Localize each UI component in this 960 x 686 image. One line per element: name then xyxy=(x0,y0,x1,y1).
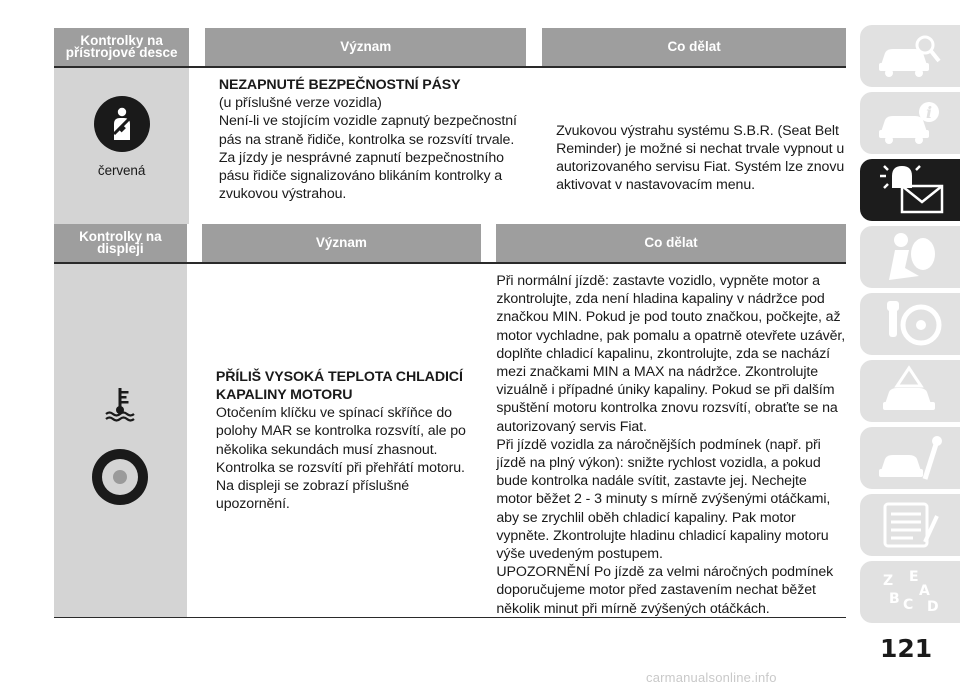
car-info-icon xyxy=(875,98,945,148)
wrench-car-icon xyxy=(875,431,945,485)
table-row xyxy=(54,264,846,618)
header-col-action: Co dělat xyxy=(667,39,721,54)
sidebar-tab-car-info[interactable] xyxy=(860,92,960,154)
warning-title: NEZAPNUTÉ BEZPEČNOSTNÍ PÁSY xyxy=(218,77,461,93)
action-text: Zvukovou výstrahu systému S.B.R. (Seat Belt Reminder) je možné si nechat trvale vypnout u autorizovaného servisu Fiat. Systém lze znovu aktivovat v nastavovacím menu. xyxy=(556,122,845,194)
specs-list-icon xyxy=(875,498,945,552)
svg-text:i: i xyxy=(926,103,933,122)
sidebar-tab-maintenance[interactable] xyxy=(860,427,960,489)
table-header xyxy=(54,224,846,264)
table-header xyxy=(54,28,846,68)
key-steering-wheel-icon xyxy=(875,297,945,351)
meaning-cell xyxy=(202,264,481,617)
sidebar-tab-car-magnifier[interactable] xyxy=(860,25,960,87)
seat-belt-icon xyxy=(94,96,150,152)
svg-text:E: E xyxy=(909,569,919,585)
icon-color-label: červená xyxy=(97,163,146,178)
svg-text:Z: Z xyxy=(883,573,894,589)
sidebar-tab-emergency[interactable] xyxy=(860,360,960,422)
watermark: carmanualsonline.info xyxy=(646,670,777,685)
svg-text:B: B xyxy=(889,591,900,607)
svg-text:C: C xyxy=(903,597,914,613)
warning-description: (u příslušné verze vozidla) Není-li ve stojícím vozidle zapnutý bezpečnostní pás na straně řidiče, kontrolka se rozsvítí trvale. Za jízdy je nesprávné zapnutí bezpečnostního pásu řidiče signalizováno blikáním kontrolky a zvukovou výstrahou. xyxy=(218,95,517,203)
icon-cell xyxy=(54,264,187,617)
warning-lights-table-dashboard xyxy=(54,28,846,249)
header-col-lights: Kontrolky na přístrojové desce xyxy=(65,33,178,60)
warning-description: Otočením klíčku ve spínací skříňce do polohy MAR se kontrolka rozsvítí, ale po několika sekundách musí zhasnout. Kontrolka se rozsvítí při přehřátí motoru. Na displeji se zobrazí příslušné upozornění. xyxy=(215,405,466,513)
svg-text:A: A xyxy=(919,583,930,599)
header-col-meaning: Význam xyxy=(315,235,367,250)
alphabet-index-icon xyxy=(875,565,945,619)
car-magnifier-icon xyxy=(875,31,945,81)
sidebar-tab-warning-lights[interactable] xyxy=(860,159,960,221)
icon-cell xyxy=(54,68,189,248)
coolant-temperature-icon xyxy=(100,384,140,429)
header-col-meaning: Význam xyxy=(340,39,392,54)
warning-lights-table-display xyxy=(54,224,846,618)
action-cell xyxy=(496,264,846,617)
action-text: Při normální jízdě: zastavte vozidlo, vypněte motor a zkontrolujte, zda není hladina kapaliny v nádržce pod značkou MIN. Pokud je pod touto značkou, počkejte, až motor vychladne, pak pomalu a opatrně otevřete uzávěr, doplňte chladicí kapalinu, zkontrolujte, zda se nachází mezi značkami MIN a MAX na nádržce. Zkontrolujte vizuálně i případné úniky kapaliny. Pokud se při dalším spuštění motoru kontrolka znovu rozsvítí, obraťte se na autorizovaný servis Fiat. Při jízdě vozidla za náročnějších podmínek (např. při jízdě na plný výkon): snižte rychlost vozidla, a pokud bude kontrolka nadále svítit, zastavte jej. Nechejte motor běžet 2 - 3 minuty s mírně zvýšenými otáčkami, aby se zrychlil oběh chladicí kapaliny. Pak motor vypněte. Zkontrolujte hladinu chladicí kapaliny motoru výše uvedeným postupem. UPOZORNĚNÍ Po jízdě za velmi náročných podmínek doporučujeme motor před zastavením nechat běžet několik minut při mírně zvýšených otáčkách. xyxy=(496,273,846,617)
sidebar-tab-index[interactable] xyxy=(860,561,960,623)
airbag-person-icon xyxy=(875,230,945,284)
sidebar-tab-safety[interactable] xyxy=(860,226,960,288)
action-cell xyxy=(542,68,846,248)
warning-light-envelope-icon xyxy=(872,162,948,218)
svg-text:D: D xyxy=(927,599,939,615)
header-col-action: Co dělat xyxy=(644,235,698,250)
header-col-lights: Kontrolky na displeji xyxy=(79,229,162,256)
sidebar-tab-technical-data[interactable] xyxy=(860,494,960,556)
warning-title: PŘÍLIŠ VYSOKÁ TEPLOTA CHLADICÍ KAPALINY MOTORU xyxy=(215,368,463,403)
sidebar-tab-starting-driving[interactable] xyxy=(860,293,960,355)
car-accident-icon xyxy=(875,364,945,418)
indicator-light-icon xyxy=(92,449,148,505)
page-number: 121 xyxy=(880,634,933,663)
table-row xyxy=(54,68,846,249)
meaning-cell xyxy=(205,68,527,248)
